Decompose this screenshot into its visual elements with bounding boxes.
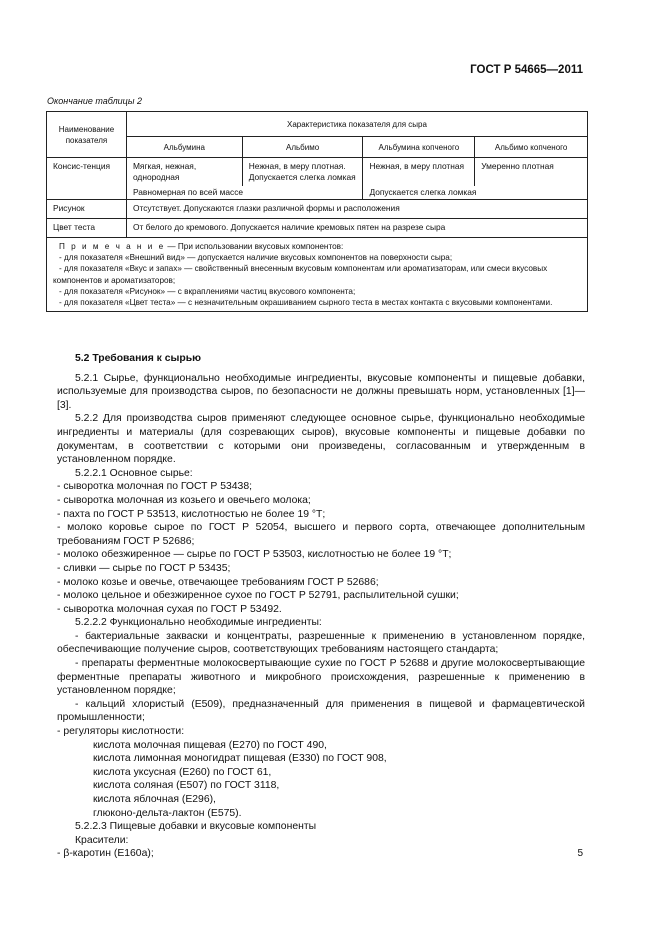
paragraph: - бактериальные закваски и концентраты, разрешенные к применению в установленном порядке, обеспечивающие получение сыров, соответствующих требованиям настоящего стандарта; [57, 630, 585, 656]
note-item: - для показателя «Рисунок» — с вкраплениями частиц вкусового компонента; [59, 286, 356, 296]
cell-consistency-4: Умеренно плотная [475, 158, 588, 187]
paragraph: кислота уксусная (Е260) по ГОСТ 61, [93, 766, 272, 778]
table-caption: Окончание таблицы 2 [47, 96, 142, 106]
header-parameter-name: Наименование показателя [47, 112, 127, 158]
paragraph: - кальций хлористый (Е509), предназначенный для применения в пищевой и фармацевтической промышленности; [57, 698, 585, 724]
paragraph: - молоко обезжиренное — сырье по ГОСТ Р 53503, кислотностью не более 19 °Т; [57, 549, 452, 561]
paragraph: - молоко цельное и обезжиренное сухое по ГОСТ Р 52791, распылительной сушки; [57, 590, 459, 602]
section-lines [57, 372, 585, 861]
header-characteristic: Характеристика показателя для сыра [126, 112, 587, 137]
row-pattern-name: Рисунок [47, 200, 127, 219]
note-intro: — При использовании вкусовых компонентов: [165, 242, 344, 251]
paragraph: - β-каротин (Е160а); [57, 848, 154, 860]
header-col-albumina: Альбумина [126, 137, 242, 158]
cell-pattern-value: Отсутствует. Допускаются глазки различной формы и расположения [126, 200, 587, 219]
note-item: - для показателя «Цвет теста» — с незначительным окрашиванием сырного теста в местах контакта с вкусовыми компонентами. [59, 298, 553, 308]
header-col-albumina-smoked: Альбумина копченого [363, 137, 475, 158]
paragraph: - молоко коровье сырое по ГОСТ Р 52054, высшего и первого сорта, отвечающее дополнительным требованиям ГОСТ Р 52686; [57, 522, 585, 547]
paragraph: кислота лимонная моногидрат пищевая (Е330) по ГОСТ 908, [93, 753, 387, 765]
cell-consistency-span-12: Равномерная по всей массе [126, 186, 363, 200]
paragraph: кислота яблочная (Е296), [93, 794, 216, 805]
row-color-name: Цвет теста [47, 219, 127, 238]
note-lead: П р и м е ч а н и е [59, 242, 166, 251]
paragraph: глюконо-дельта-лактон (Е575). [93, 807, 242, 819]
row-consistency-name: Конcис-тенция [47, 158, 127, 200]
paragraph: Красители: [75, 834, 129, 846]
section-heading: 5.2 Требования к сырью [75, 353, 202, 364]
paragraph: 5.2.2.3 Пищевые добавки и вкусовые компоненты [75, 821, 317, 833]
paragraph: 5.2.1 Сырье, функционально необходимые ингредиенты, вкусовые компоненты и пищевые добавки, используемые для производства сыров, по безопасности не должны превышать норм, установленных [1]—[3]. [57, 372, 585, 411]
paragraph: - сыворотка молочная сухая по ГОСТ Р 53492. [57, 603, 282, 615]
cell-consistency-span-34: Допускается слегка ломкая [363, 186, 588, 200]
paragraph: - пахта по ГОСТ Р 53513, кислотностью не более 19 °Т; [57, 508, 326, 520]
section-body [57, 352, 585, 861]
document-id: ГОСТ Р 54665—2011 [470, 64, 583, 76]
cell-consistency-2: Нежная, в меру плотная. Допускается слегка ломкая [242, 158, 363, 187]
cell-consistency-3: Нежная, в меру плотная [363, 158, 475, 187]
note-item: - для показателя «Внешний вид» — допускается наличие вкусовых компонентов на поверхности сыра; [59, 253, 453, 263]
paragraph: 5.2.2.1 Основное сырье: [75, 467, 193, 479]
table-note [47, 238, 588, 312]
cell-color-value: От белого до кремового. Допускается наличие кремовых пятен на разрезе сыра [126, 219, 587, 238]
paragraph: кислота соляная (Е507) по ГОСТ 3118, [93, 780, 280, 792]
note-item: - для показателя «Вкус и запах» — свойственный внесенным вкусовым компонентам или ароматизаторам, или смеси вкусовых компонентов и ароматизаторов; [53, 264, 548, 285]
header-col-albimo: Альбимо [242, 137, 363, 158]
paragraph: - сливки — сырье по ГОСТ Р 53435; [57, 562, 231, 574]
page-number: 5 [577, 848, 583, 859]
paragraph: кислота молочная пищевая (Е270) по ГОСТ 490, [93, 739, 327, 751]
header-col-albimo-smoked: Альбимо копченого [475, 137, 588, 158]
paragraph: - сыворотка молочная по ГОСТ Р 53438; [57, 481, 252, 493]
paragraph: 5.2.2.2 Функционально необходимые ингредиенты: [75, 617, 322, 629]
paragraph: - препараты ферментные молокосвертывающие сухие по ГОСТ Р 52688 и другие молокосвертывающие ферментные препараты животного и микробного происхождения, разрешенные к применению в установленном порядке; [57, 658, 585, 697]
paragraph: - молоко козье и овечье, отвечающее требованиям ГОСТ Р 52686; [57, 576, 379, 588]
cell-consistency-1: Мягкая, нежная, однородная [126, 158, 242, 187]
paragraph: 5.2.2 Для производства сыров применяют следующее основное сырье, функционально необходимые ингредиенты и материалы (для созревающих сыров), вкусовые компоненты и пищевые добавки по документам, в соответствии с которыми они произведены, согласованным и утвержденным в установленном порядке. [57, 413, 585, 466]
characteristics-table [46, 111, 588, 312]
paragraph: - сыворотка молочная из козьего и овечьего молока; [57, 494, 311, 506]
paragraph: - регуляторы кислотности: [57, 726, 185, 738]
